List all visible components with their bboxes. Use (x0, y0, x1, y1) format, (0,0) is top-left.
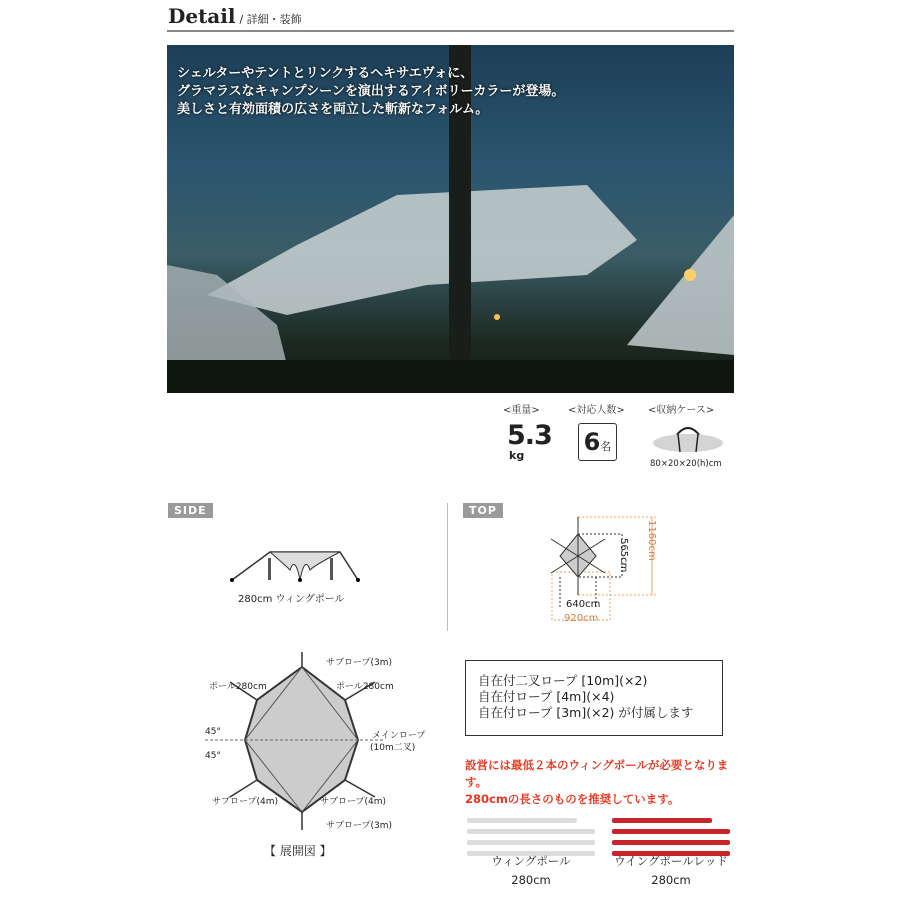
capacity-value: 6 (583, 428, 601, 456)
label-subrope-4m-left: サブロープ(4m) (212, 797, 279, 807)
capacity-unit: 名 (600, 440, 612, 453)
dim-1160: 1160cm (646, 520, 657, 561)
label-subrope-3m-top: サブロープ(3m) (326, 658, 393, 668)
caption-line: シェルターやテントとリンクするヘキサエヴォに、 (177, 66, 474, 81)
photo-caption (177, 65, 564, 119)
divider-vertical (447, 503, 448, 631)
side-view-diagram (230, 540, 370, 594)
requirement-note (465, 757, 735, 808)
side-caption: 280cm ウィングポール (238, 594, 345, 605)
wing-pole-label (467, 852, 595, 890)
side-tag: SIDE (168, 503, 213, 518)
capacity-label: <対応人数> (568, 405, 625, 416)
note-line: 設営には最低２本のウィングポールが必要となります。 (465, 758, 729, 789)
weight-value: 5.3 (507, 420, 552, 451)
section-title (168, 4, 302, 28)
note-line: 280cmの長さのものを推奨しています。 (465, 792, 680, 806)
wing-pole-red-label (602, 852, 740, 890)
top-tag: TOP (463, 503, 503, 518)
layout-caption: 【 展開図 】 (264, 844, 332, 858)
hero-photo (167, 45, 734, 393)
dim-640: 640cm (566, 599, 601, 610)
storage-bag-icon (652, 424, 724, 452)
label-subrope-4m-right: サブロープ(4m) (320, 797, 387, 807)
accessories-box (465, 660, 723, 736)
label-angle-bottom: 45° (205, 751, 221, 761)
weight-unit: kg (509, 449, 525, 462)
divider (167, 30, 734, 32)
label-subrope-3m-bottom: サブロープ(3m) (326, 821, 393, 831)
pole-name: ウィングポール (491, 854, 571, 868)
label-angle-top: 45° (205, 727, 221, 737)
accessory-item: 自在付ロープ [3m](×2) が付属します (478, 705, 694, 720)
weight-label: <重量> (503, 405, 540, 416)
label-main-rope: メインロープ (372, 731, 426, 741)
capacity-badge (578, 423, 617, 461)
caption-line: 美しさと有効面積の広さを両立した斬新なフォルム。 (177, 102, 489, 117)
label-main-rope-sub: (10m二叉) (370, 743, 416, 753)
dim-920: 920cm (564, 613, 599, 624)
title-text: Detail (168, 4, 236, 28)
title-subtitle: / 詳細・装飾 (239, 13, 302, 26)
pole-length: 280cm (651, 873, 691, 887)
accessory-item: 自在付ロープ [4m](×4) (478, 689, 615, 704)
caption-line: グラマラスなキャンプシーンを演出するアイボリーカラーが登場。 (177, 84, 565, 99)
label-pole-left: ポール280cm (209, 682, 267, 692)
pole-name: ウイングポールレッド (614, 854, 728, 868)
accessory-item: 自在付二叉ロープ [10m](×2) (478, 673, 648, 688)
case-size: 80×20×20(h)cm (650, 459, 722, 469)
label-pole-right: ポール280cm (336, 682, 394, 692)
case-label: <収納ケース> (648, 405, 715, 416)
pole-length: 280cm (511, 873, 551, 887)
dim-565: 565cm (618, 538, 629, 573)
